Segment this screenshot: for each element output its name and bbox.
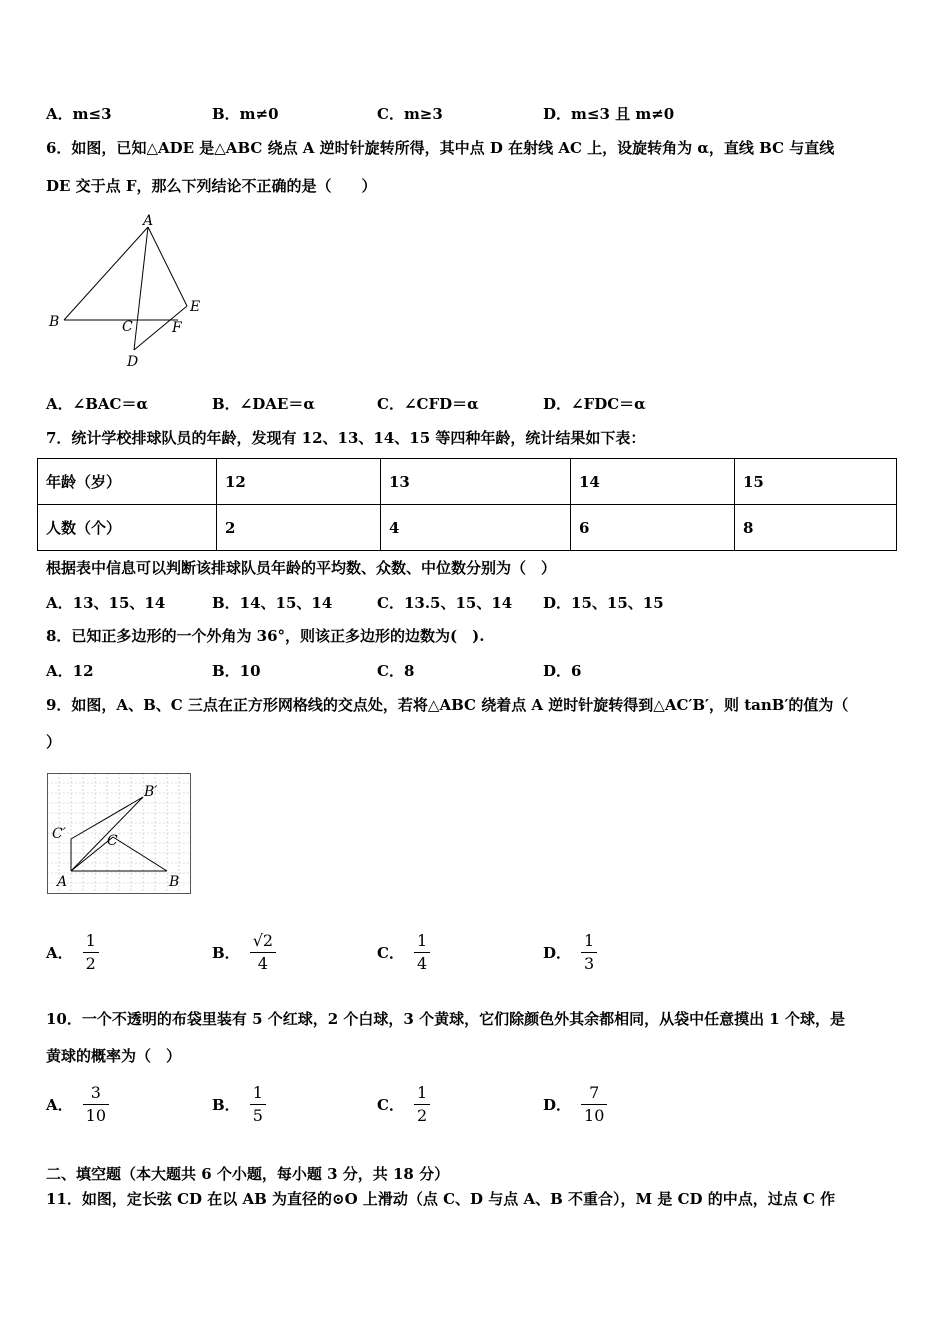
table-cell: 8 [735, 505, 897, 551]
q7-question: 根据表中信息可以判断该排球队员年龄的平均数、众数、中位数分别为（ ） [46, 559, 557, 577]
numerator: 1 [414, 930, 430, 953]
q11-text: 11．如图，定长弦 CD 在以 AB 为直径的⊙O 上滑动（点 C、D 与点 A、B 不重合），M 是 CD 的中点，过点 C 作 [46, 1190, 836, 1208]
q6-option-b[interactable]: B．∠DAE＝α [212, 395, 315, 413]
q9-text-line2: ） [46, 733, 62, 751]
numerator: 1 [581, 930, 597, 953]
q9-option-b[interactable] [212, 930, 276, 975]
denominator: 4 [416, 954, 428, 973]
fraction [581, 930, 597, 975]
q9-label-c-prime: C′ [52, 826, 66, 842]
q5-option-c[interactable]: C．m≥3 [377, 105, 443, 123]
numerator: 1 [83, 930, 99, 953]
q6-label-d: D [127, 354, 139, 370]
q9-label-b: B [169, 874, 180, 890]
q9-label-a: A [57, 874, 68, 890]
q9-option-a[interactable] [46, 930, 99, 975]
q7-option-a[interactable]: A．13、15、14 [46, 594, 166, 612]
fraction [83, 930, 99, 975]
q7-stat-table [37, 458, 897, 551]
numerator: 1 [250, 1082, 266, 1105]
q6-option-d[interactable]: D．∠FDC＝α [543, 395, 646, 413]
table-row [38, 459, 897, 505]
q8-option-b[interactable]: B．10 [212, 662, 261, 680]
denominator: 2 [416, 1106, 428, 1125]
numerator: 3 [83, 1082, 109, 1105]
q6-label-c: C [122, 319, 133, 335]
option-label: C． [377, 944, 404, 962]
q5-option-d[interactable]: D．m≤3 且 m≠0 [543, 105, 675, 123]
table-cell: 年龄（岁） [38, 459, 217, 505]
q7-option-d[interactable]: D．15、15、15 [543, 594, 664, 612]
option-label: D． [543, 1096, 572, 1114]
numerator: 7 [581, 1082, 607, 1105]
option-label: D． [543, 944, 572, 962]
q6-label-e: E [190, 299, 201, 315]
denominator: 5 [252, 1106, 263, 1125]
table-cell: 15 [735, 459, 897, 505]
denominator: 10 [584, 1106, 605, 1125]
table-cell: 6 [571, 505, 735, 551]
q10-option-d[interactable] [543, 1082, 607, 1127]
q6-segment-ad [134, 227, 148, 350]
q6-label-b: B [49, 314, 60, 330]
option-label: C． [377, 1096, 404, 1114]
option-label: A． [46, 1096, 73, 1114]
q10-option-a[interactable] [46, 1082, 109, 1127]
q9-label-b-prime: B′ [144, 784, 158, 800]
q9-label-c: C [107, 833, 118, 849]
q7-option-c[interactable]: C．13.5、15、14 [377, 594, 513, 612]
q6-label-a: A [143, 213, 154, 229]
q6-segment-ab [64, 227, 148, 320]
fraction [250, 930, 276, 975]
table-cell: 13 [381, 459, 571, 505]
q7-option-b[interactable]: B．14、15、14 [212, 594, 333, 612]
q5-option-a[interactable]: A．m≤3 [46, 105, 112, 123]
table-cell: 14 [571, 459, 735, 505]
q6-text-line1: 6．如图，已知△ADE 是△ABC 绕点 A 逆时针旋转所得，其中点 D 在射线 AC 上，设旋转角为 α，直线 BC 与直线 [46, 139, 835, 157]
q9-option-c[interactable] [377, 930, 430, 975]
numerator: √2 [250, 930, 276, 953]
q6-option-a[interactable]: A．∠BAC＝α [46, 395, 149, 413]
q9-grid-figure [47, 773, 193, 895]
table-cell: 2 [217, 505, 381, 551]
denominator: 2 [85, 954, 96, 973]
fraction [83, 1082, 109, 1127]
q8-option-d[interactable]: D．6 [543, 662, 582, 680]
q6-option-c[interactable]: C．∠CFD＝α [377, 395, 479, 413]
fraction [414, 930, 430, 975]
q6-figure [44, 212, 214, 372]
q5-option-b[interactable]: B．m≠0 [212, 105, 279, 123]
denominator: 10 [85, 1106, 106, 1125]
q6-segment-ae [148, 227, 187, 306]
section2-heading: 二、填空题（本大题共 6 个小题，每小题 3 分，共 18 分） [46, 1165, 450, 1183]
q10-text-line2: 黄球的概率为（ ） [46, 1047, 182, 1065]
option-label: B． [212, 944, 240, 962]
q8-option-c[interactable]: C．8 [377, 662, 415, 680]
q9-option-d[interactable] [543, 930, 597, 975]
fraction [581, 1082, 607, 1127]
option-label: B． [212, 1096, 240, 1114]
q10-option-c[interactable] [377, 1082, 430, 1127]
table-cell: 4 [381, 505, 571, 551]
table-cell: 12 [217, 459, 381, 505]
q9-text-line1: 9．如图，A、B、C 三点在正方形网格线的交点处，若将△ABC 绕着点 A 逆时针旋转得到△AC′B′，则 tanB′的值为（ [46, 696, 849, 714]
q6-label-f: F [172, 320, 182, 336]
fraction [414, 1082, 430, 1127]
q8-text: 8．已知正多边形的一个外角为 36°，则该正多边形的边数为( ). [46, 627, 485, 645]
q10-text-line1: 10．一个不透明的布袋里装有 5 个红球，2 个白球，3 个黄球，它们除颜色外其余都相同，从袋中任意摸出 1 个球，是 [46, 1010, 845, 1028]
q10-option-b[interactable] [212, 1082, 266, 1127]
denominator: 4 [257, 954, 268, 973]
q7-intro: 7．统计学校排球队员的年龄，发现有 12、13、14、15 等四种年龄，统计结果如下表： [46, 429, 646, 447]
q8-option-a[interactable]: A．12 [46, 662, 94, 680]
fraction [250, 1082, 266, 1127]
denominator: 3 [584, 954, 595, 973]
q9-segment-cb [113, 837, 167, 871]
q6-text-line2: DE 交于点 F，那么下列结论不正确的是（ ） [46, 177, 377, 195]
numerator: 1 [414, 1082, 430, 1105]
table-cell: 人数（个） [38, 505, 217, 551]
option-label: A． [46, 944, 73, 962]
table-row [38, 505, 897, 551]
